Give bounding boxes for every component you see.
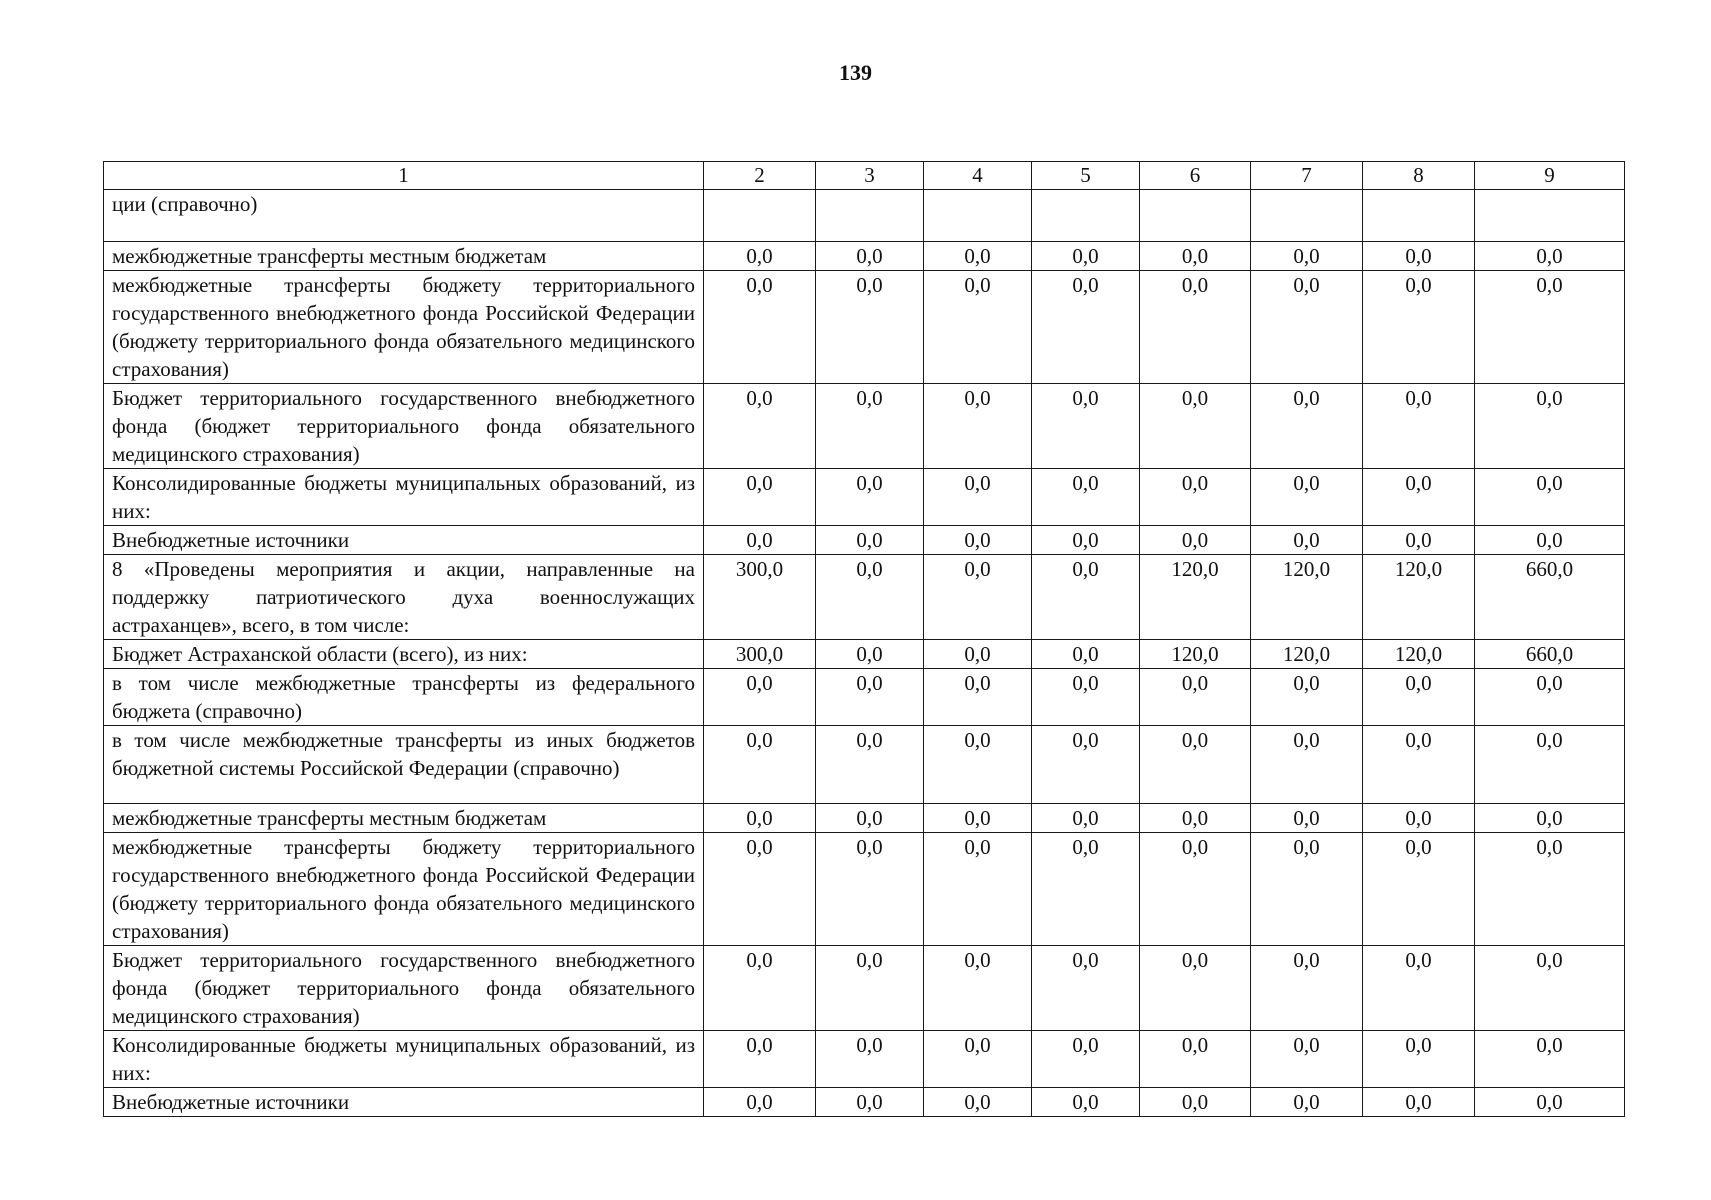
value-cell: 0,0 [924,555,1032,640]
value-cell: 0,0 [1363,526,1475,555]
value-cell: 0,0 [1032,469,1140,526]
value-cell: 0,0 [1475,242,1625,271]
value-cell: 0,0 [1363,946,1475,1031]
value-cell [704,190,816,242]
value-cell: 0,0 [1251,804,1363,833]
value-cell: 0,0 [1475,1088,1625,1117]
table-row [104,946,1625,1031]
value-cell: 0,0 [1032,271,1140,384]
value-cell: 0,0 [816,1088,924,1117]
table-row [104,526,1625,555]
table-row [104,190,1625,242]
value-cell: 0,0 [1032,946,1140,1031]
value-cell [1363,190,1475,242]
value-cell: 0,0 [1140,1031,1251,1088]
row-label: 8 «Проведены мероприятия и акции, направленные на поддержку патриотического духа военнослужащих астраханцев», всего, в том числе: [104,555,704,640]
value-cell: 0,0 [704,833,816,946]
value-cell: 0,0 [1140,384,1251,469]
value-cell [1251,190,1363,242]
value-cell: 0,0 [1140,1088,1251,1117]
value-cell: 0,0 [1032,1088,1140,1117]
value-cell: 0,0 [704,242,816,271]
value-cell: 0,0 [1032,726,1140,804]
value-cell [816,190,924,242]
value-cell: 0,0 [816,833,924,946]
value-cell: 0,0 [816,242,924,271]
value-cell: 0,0 [1032,526,1140,555]
value-cell: 0,0 [816,946,924,1031]
value-cell: 0,0 [816,804,924,833]
table-header [104,162,1625,190]
table-row [104,384,1625,469]
row-label: межбюджетные трансферты бюджету территориального государственного внебюджетного фонда Российской Федерации (бюджету территориального фонда обязательного медицинского страхования) [104,271,704,384]
budget-table [103,161,1625,1117]
value-cell: 0,0 [1032,640,1140,669]
row-label: межбюджетные трансферты бюджету территориального государственного внебюджетного фонда Российской Федерации (бюджету территориального фонда обязательного медицинского страхования) [104,833,704,946]
value-cell: 120,0 [1140,555,1251,640]
value-cell: 0,0 [1251,242,1363,271]
table-row [104,804,1625,833]
value-cell: 0,0 [1140,726,1251,804]
value-cell: 0,0 [1363,804,1475,833]
column-header: 6 [1140,162,1251,190]
row-label: межбюджетные трансферты местным бюджетам [104,242,704,271]
value-cell: 0,0 [924,469,1032,526]
value-cell: 0,0 [1475,469,1625,526]
value-cell: 0,0 [1363,384,1475,469]
row-label: Консолидированные бюджеты муниципальных образований, из них: [104,1031,704,1088]
value-cell: 120,0 [1140,640,1251,669]
table-row [104,242,1625,271]
value-cell: 0,0 [816,469,924,526]
value-cell: 0,0 [924,526,1032,555]
page-number: 139 [839,60,872,85]
table-row [104,669,1625,726]
row-label: в том числе межбюджетные трансферты из федерального бюджета (справочно) [104,669,704,726]
value-cell: 0,0 [816,526,924,555]
value-cell: 0,0 [1475,669,1625,726]
value-cell: 0,0 [1251,384,1363,469]
value-cell: 0,0 [1475,1031,1625,1088]
value-cell: 0,0 [1363,726,1475,804]
value-cell: 0,0 [1140,833,1251,946]
table-row [104,271,1625,384]
value-cell: 120,0 [1363,555,1475,640]
value-cell: 0,0 [704,526,816,555]
column-header: 7 [1251,162,1363,190]
value-cell: 0,0 [1475,833,1625,946]
value-cell: 0,0 [704,469,816,526]
value-cell: 0,0 [704,726,816,804]
value-cell: 0,0 [1032,242,1140,271]
value-cell: 0,0 [1251,1031,1363,1088]
header-row [104,162,1625,190]
value-cell: 0,0 [1140,526,1251,555]
value-cell: 0,0 [1363,833,1475,946]
value-cell: 0,0 [816,1031,924,1088]
column-header: 9 [1475,162,1625,190]
value-cell: 0,0 [1251,669,1363,726]
value-cell: 0,0 [1032,555,1140,640]
value-cell: 0,0 [1363,1031,1475,1088]
value-cell: 120,0 [1363,640,1475,669]
value-cell: 0,0 [924,669,1032,726]
value-cell: 0,0 [924,640,1032,669]
value-cell: 0,0 [924,384,1032,469]
value-cell: 0,0 [1475,384,1625,469]
value-cell: 0,0 [924,833,1032,946]
column-header: 3 [816,162,924,190]
value-cell: 0,0 [704,384,816,469]
value-cell: 0,0 [1475,804,1625,833]
value-cell: 120,0 [1251,555,1363,640]
value-cell [1140,190,1251,242]
table-row [104,555,1625,640]
column-header: 5 [1032,162,1140,190]
value-cell: 0,0 [1363,271,1475,384]
row-label: межбюджетные трансферты местным бюджетам [104,804,704,833]
value-cell: 0,0 [1363,1088,1475,1117]
value-cell: 0,0 [1251,271,1363,384]
value-cell: 0,0 [1475,526,1625,555]
table-row [104,726,1625,804]
row-label: Бюджет территориального государственного внебюджетного фонда (бюджет территориального фонда обязательного медицинского страхования) [104,946,704,1031]
value-cell: 0,0 [924,946,1032,1031]
value-cell: 0,0 [1251,726,1363,804]
value-cell: 0,0 [1140,469,1251,526]
value-cell: 660,0 [1475,555,1625,640]
row-label: Бюджет территориального государственного внебюджетного фонда (бюджет территориального фонда обязательного медицинского страхования) [104,384,704,469]
value-cell [1475,190,1625,242]
value-cell [924,190,1032,242]
value-cell: 0,0 [1251,833,1363,946]
value-cell: 0,0 [816,384,924,469]
value-cell: 0,0 [816,555,924,640]
value-cell: 0,0 [1140,271,1251,384]
value-cell: 0,0 [704,1088,816,1117]
table-row [104,640,1625,669]
value-cell: 0,0 [924,804,1032,833]
value-cell: 0,0 [1032,1031,1140,1088]
value-cell: 0,0 [1475,271,1625,384]
table-row [104,833,1625,946]
value-cell: 0,0 [816,726,924,804]
value-cell: 0,0 [924,1088,1032,1117]
value-cell: 0,0 [924,726,1032,804]
column-header: 4 [924,162,1032,190]
value-cell: 0,0 [1475,946,1625,1031]
value-cell: 0,0 [816,271,924,384]
value-cell: 0,0 [1032,669,1140,726]
row-label: Внебюджетные источники [104,1088,704,1117]
value-cell: 120,0 [1251,640,1363,669]
value-cell: 0,0 [924,271,1032,384]
row-label: ции (справочно) [104,190,704,242]
column-header: 2 [704,162,816,190]
value-cell: 0,0 [1140,946,1251,1031]
row-label: в том числе межбюджетные трансферты из иных бюджетов бюджетной системы Российской Федерации (справочно) [104,726,704,804]
value-cell: 0,0 [1251,526,1363,555]
table-row [104,1088,1625,1117]
value-cell: 0,0 [924,1031,1032,1088]
value-cell: 0,0 [704,271,816,384]
value-cell: 0,0 [1363,669,1475,726]
column-header: 1 [104,162,704,190]
value-cell: 660,0 [1475,640,1625,669]
value-cell: 0,0 [1363,469,1475,526]
row-label: Консолидированные бюджеты муниципальных образований, из них: [104,469,704,526]
value-cell: 0,0 [704,804,816,833]
value-cell: 0,0 [704,1031,816,1088]
value-cell: 0,0 [1140,669,1251,726]
value-cell: 0,0 [1032,384,1140,469]
value-cell: 0,0 [1140,804,1251,833]
value-cell: 0,0 [816,640,924,669]
row-label: Бюджет Астраханской области (всего), из них: [104,640,704,669]
row-label: Внебюджетные источники [104,526,704,555]
value-cell: 0,0 [1251,946,1363,1031]
column-header: 8 [1363,162,1475,190]
table-row [104,469,1625,526]
table-body [104,190,1625,1117]
value-cell: 0,0 [1032,833,1140,946]
value-cell: 0,0 [924,242,1032,271]
value-cell: 0,0 [816,669,924,726]
table-row [104,1031,1625,1088]
value-cell: 0,0 [1140,242,1251,271]
value-cell: 0,0 [1475,726,1625,804]
value-cell: 0,0 [1251,1088,1363,1117]
value-cell: 0,0 [704,669,816,726]
value-cell [1032,190,1140,242]
value-cell: 0,0 [1251,469,1363,526]
value-cell: 0,0 [704,946,816,1031]
value-cell: 0,0 [1032,804,1140,833]
value-cell: 300,0 [704,555,816,640]
value-cell: 300,0 [704,640,816,669]
value-cell: 0,0 [1363,242,1475,271]
